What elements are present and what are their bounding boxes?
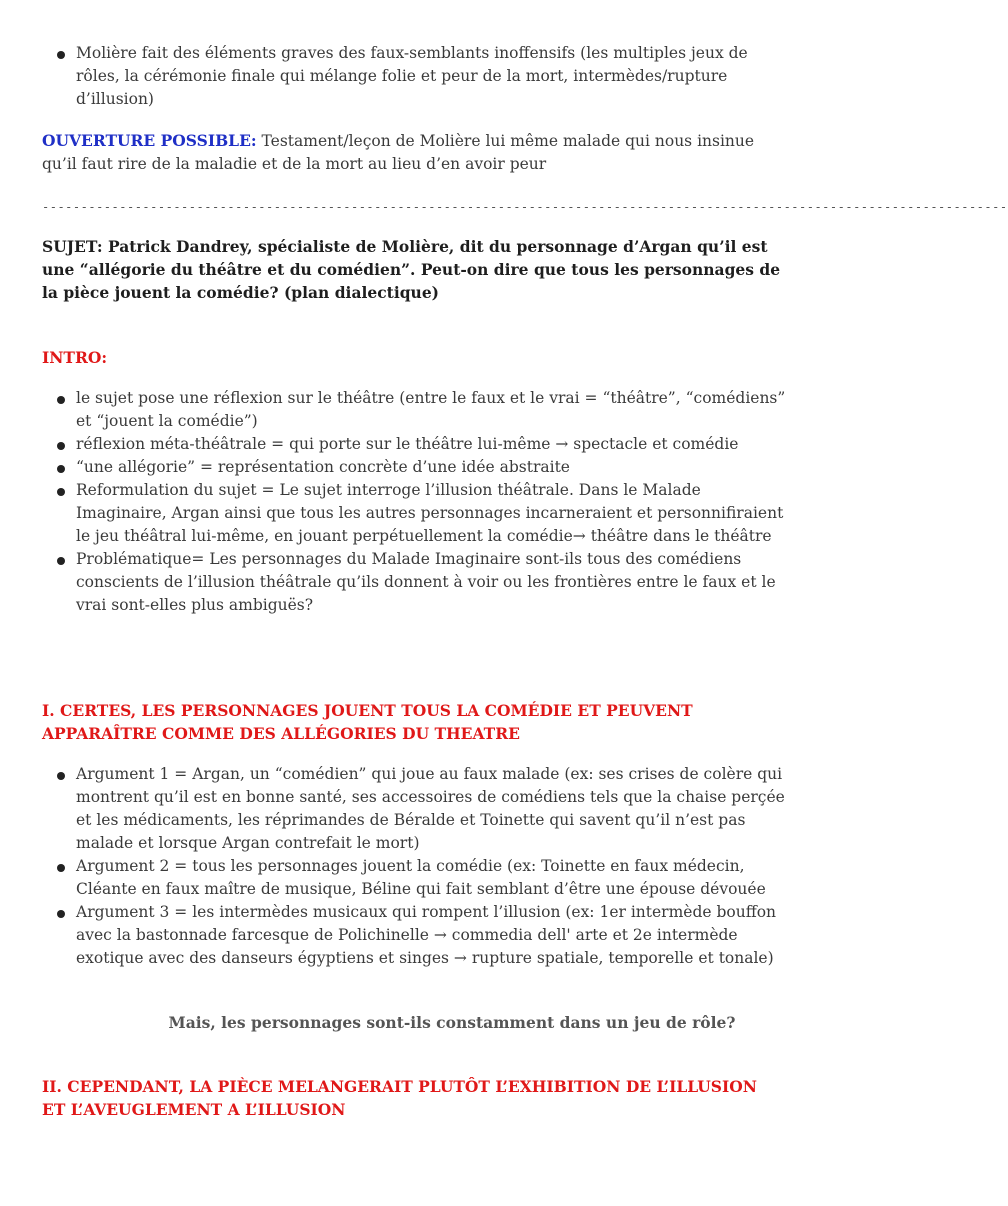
list-item-text: Reformulation du sujet = Le sujet interroge l’illusion théâtrale. Dans le Malade Imaginaire, Argan ainsi que tous les autres personnages incarneraient et personnifiraient le jeu théâtral lui-même, en jouant perpétuellement la comédie→ théâtre dans le théâtre [76,481,784,545]
list-item [42,42,792,111]
list-item-text: réflexion méta-théâtrale = qui porte sur le théâtre lui-même → spectacle et comédie [76,435,739,453]
dashed-divider: ----------------------------------------------------------------------------------------------------------------------------- [42,200,1008,214]
list-item [42,433,792,456]
part1-heading: I. CERTES, LES PERSONNAGES JOUENT TOUS LA COMÉDIE ET PEUVENT APPARAÎTRE COMME DES ALLÉGORIES DU THEATRE [42,701,693,743]
list-item-text: le sujet pose une réflexion sur le théâtre (entre le faux et le vrai = “théâtre”, “comédiens” et “jouent la comédie”) [76,389,786,430]
top-bullet-list [42,42,792,111]
intro-heading: INTRO: [42,348,108,367]
part2-heading: II. CEPENDANT, LA PIÈCE MELANGERAIT PLUTÔT L’EXHIBITION DE L’ILLUSION ET L’AVEUGLEMENT A L’ILLUSION [42,1077,757,1119]
list-item [42,763,792,855]
ouverture-text: Testament/leçon de Molière lui même malade qui nous insinue qu’il faut rire de la maladie et de la mort au lieu d’en avoir peur [42,132,755,173]
bullet-icon [57,51,65,59]
bullet-icon [57,910,65,918]
bullet-icon [57,442,65,450]
list-item [42,387,792,433]
list-item [42,548,792,617]
ouverture-label: OUVERTURE POSSIBLE: [42,131,257,150]
ouverture-paragraph [42,129,782,176]
bullet-icon [57,557,65,565]
list-item-text: Problématique= Les personnages du Malade Imaginaire sont-ils tous des comédiens conscients de l’illusion théâtrale qu’ils donnent à voir ou les frontières entre le faux et le vrai sont-elles plus ambiguës? [76,550,776,614]
sujet-paragraph: SUJET: Patrick Dandrey, spécialiste de Molière, dit du personnage d’Argan qu’il est une “allégorie du théâtre et du comédien”. Peut-on dire que tous les personnages de la pièce jouent la comédie? (plan dialectique) [42,237,781,302]
bullet-icon [57,488,65,496]
intro-list [42,387,792,617]
list-item-text: Molière fait des éléments graves des faux-semblants inoffensifs (les multiples jeux de rôles, la cérémonie finale qui mélange folie et peur de la mort, intermèdes/rupture d’illusion) [76,44,748,108]
list-item-text: “une allégorie” = représentation concrète d’une idée abstraite [76,458,570,476]
list-item [42,456,792,479]
bullet-icon [57,864,65,872]
bullet-icon [57,465,65,473]
list-item-text: Argument 1 = Argan, un “comédien” qui joue au faux malade (ex: ses crises de colère qui montrent qu’il est en bonne santé, ses accessoires de comédiens tels que la chaise perçée et les médicaments, les réprimandes de Béralde et Toinette qui savent qu’il n’est pas malade et lorsque Argan contrefait le mort) [76,765,785,852]
bullet-icon [57,772,65,780]
list-item-text: Argument 3 = les intermèdes musicaux qui rompent l’illusion (ex: 1er intermède bouffon avec la bastonnade farcesque de Polichinelle → commedia dell' arte et 2e intermède exotique avec des danseurs égyptiens et singes → rupture spatiale, temporelle et tonale) [76,903,777,967]
list-item [42,855,792,901]
list-item-text: Argument 2 = tous les personnages jouent la comédie (ex: Toinette en faux médecin, Cléante en faux maître de musique, Béline qui fait semblant d’être une épouse dévouée [76,857,766,898]
bullet-icon [57,396,65,404]
list-item [42,901,792,970]
part1-list [42,763,792,970]
list-item [42,479,792,548]
transition-question: Mais, les personnages sont-ils constamment dans un jeu de rôle? [168,1013,736,1032]
